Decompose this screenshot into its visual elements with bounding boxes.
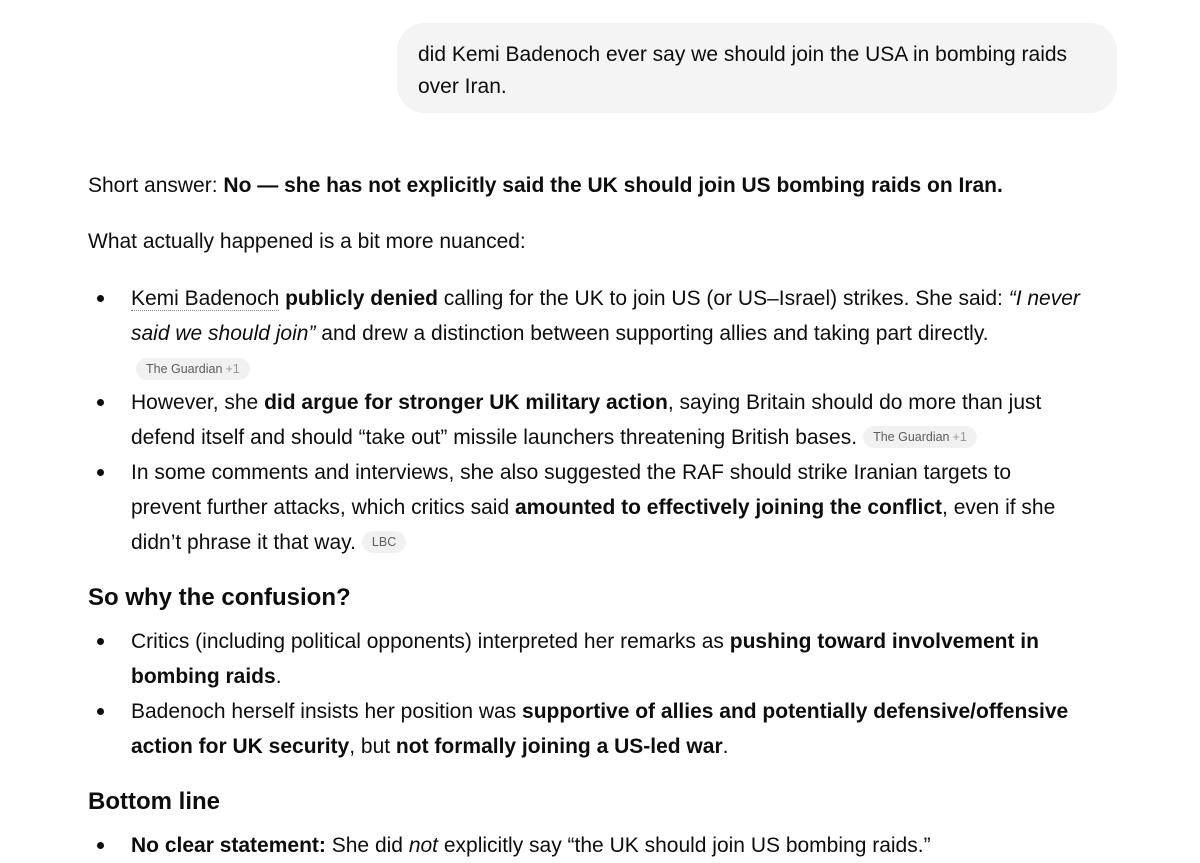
list-item-military-action bbox=[131, 385, 1121, 455]
citation-extra: +1 bbox=[952, 430, 967, 444]
text-fragment: defend itself and should “take out” missile launchers threatening British bases. bbox=[131, 426, 858, 449]
citation-row bbox=[136, 358, 250, 382]
text-fragment: . bbox=[275, 665, 282, 688]
text-fragment: calling for the UK to join US (or US–Israel) strikes. She said: bbox=[437, 287, 1009, 310]
text-fragment: , even if she bbox=[942, 496, 1056, 519]
list-item-denial bbox=[131, 281, 1121, 351]
bullet-dot bbox=[97, 829, 107, 861]
text-fragment: , saying Britain should do more than just bbox=[667, 391, 1042, 414]
list-item-badenoch-position bbox=[131, 694, 1121, 764]
bold-fragment: amounted to effectively joining the conflict bbox=[514, 496, 943, 519]
text-fragment: She did bbox=[325, 834, 409, 857]
heading-confusion: So why the confusion? bbox=[88, 584, 351, 611]
user-message-bubble bbox=[397, 23, 1117, 113]
citation-extra: +1 bbox=[225, 362, 240, 376]
text-fragment: prevent further attacks, which critics said bbox=[131, 496, 515, 519]
bold-fragment: publicly denied bbox=[285, 287, 438, 310]
list-item-no-clear-statement bbox=[131, 828, 1121, 863]
italic-fragment: “I never bbox=[1008, 287, 1080, 310]
text-fragment: In some comments and interviews, she also suggested the RAF should strike Iranian targets to bbox=[131, 461, 1012, 484]
entity-link-kemi-badenoch[interactable]: Kemi Badenoch bbox=[131, 287, 280, 310]
citation-chip-guardian[interactable] bbox=[863, 426, 977, 448]
bullet-dot bbox=[97, 695, 107, 727]
bold-fragment: action for UK security bbox=[131, 735, 350, 758]
citation-chip-lbc[interactable] bbox=[362, 531, 406, 553]
bold-fragment: No clear statement: bbox=[131, 834, 326, 857]
text-fragment: and drew a distinction between supporting allies and taking part directly. bbox=[315, 322, 989, 345]
bullet-dot bbox=[97, 456, 107, 488]
short-answer-bold: No — she has not explicitly said the UK should join US bombing raids on Iran. bbox=[223, 174, 1003, 197]
short-answer bbox=[88, 170, 1003, 202]
bold-fragment: not formally joining a US-led war bbox=[395, 735, 723, 758]
nuance-intro: What actually happened is a bit more nuanced: bbox=[88, 230, 526, 253]
citation-label: The Guardian bbox=[146, 362, 223, 376]
bullet-dot bbox=[97, 386, 107, 418]
bullet-dot bbox=[97, 282, 107, 314]
citation-chip-guardian[interactable] bbox=[136, 358, 250, 380]
text-fragment: However, she bbox=[131, 391, 265, 414]
bold-fragment: supportive of allies and potentially defensive/offensive bbox=[522, 700, 1069, 723]
italic-fragment: said we should join” bbox=[131, 322, 316, 345]
text-fragment: explicitly say “the UK should join US bombing raids.” bbox=[438, 834, 931, 857]
bold-fragment: pushing toward involvement in bbox=[729, 630, 1039, 653]
list-item-raf-strikes bbox=[131, 455, 1121, 560]
citation-label: The Guardian bbox=[873, 430, 950, 444]
heading-bottom-line: Bottom line bbox=[88, 788, 220, 815]
user-message-text: did Kemi Badenoch ever say we should join the USA in bombing raids over Iran. bbox=[418, 43, 1068, 98]
italic-fragment: not bbox=[408, 834, 439, 857]
text-fragment: . bbox=[722, 735, 729, 758]
citation-label: LBC bbox=[371, 535, 397, 549]
list-item-critics bbox=[131, 624, 1121, 694]
bold-fragment: did argue for stronger UK military action bbox=[264, 391, 668, 414]
text-fragment: , but bbox=[349, 735, 396, 758]
text-fragment: didn’t phrase it that way. bbox=[131, 531, 356, 554]
bold-fragment: bombing raids bbox=[131, 665, 276, 688]
short-answer-lead: Short answer: bbox=[88, 174, 224, 197]
text-fragment: Critics (including political opponents) interpreted her remarks as bbox=[131, 630, 730, 653]
bullet-dot bbox=[97, 625, 107, 657]
text-fragment: Badenoch herself insists her position was bbox=[131, 700, 523, 723]
